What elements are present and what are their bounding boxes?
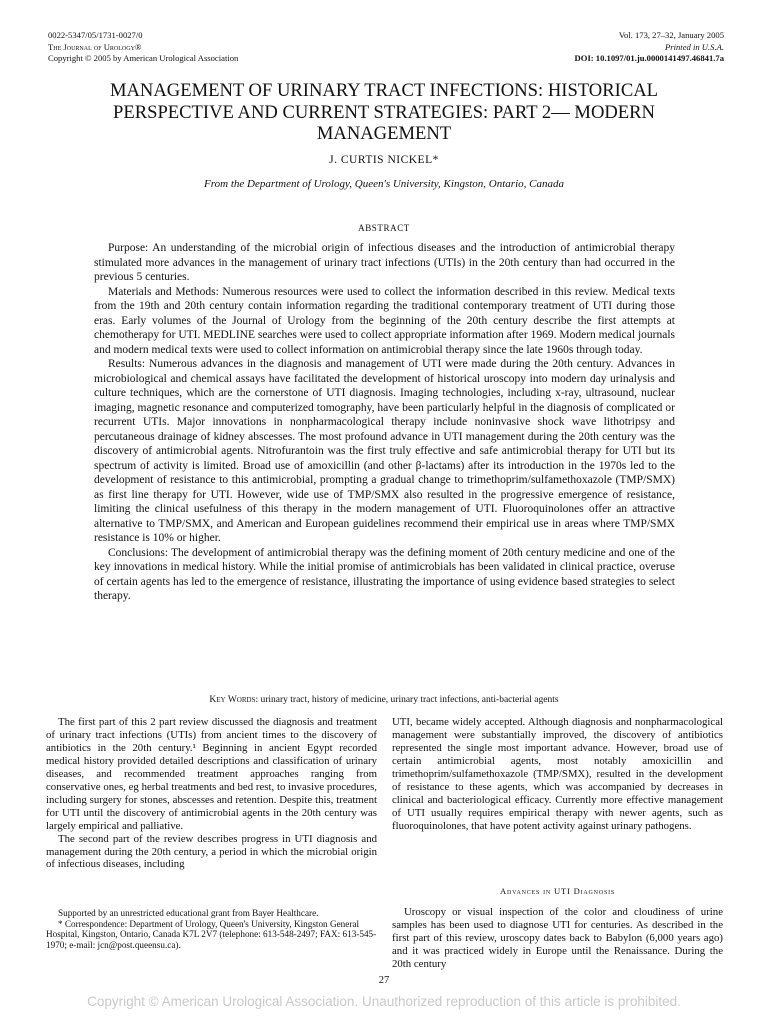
abstract-conclusions: Conclusions: The development of antimicrobial therapy was the defining moment of 20th century medicine and one of the key innovations in medical history. While the initial promise of antimicrobials has been validated in clinical practice, overuse of certain agents has led to the emergence of resistance, illustrating the importance of using evidence based strategies to select therapy. xyxy=(94,546,675,602)
body-paragraph: Uroscopy or visual inspection of the color and cloudiness of urine samples has been used to diagnose UTI for centuries. As described in the first part of this review, uroscopy dates back to Babylon (6,000 years ago) and it was practiced widely in Europe until the Renaissance. During the 20th century xyxy=(392,906,723,970)
page-number: 27 xyxy=(378,975,390,986)
keywords-label: Key Words: xyxy=(209,695,259,705)
abstract-purpose: Purpose: An understanding of the microbial origin of infectious diseases and the introduction of antimicrobial therapy stimulated more advances in the management of urinary tract infections (UTIs) in the 20th century than had occurred in the previous 5 centuries. xyxy=(94,242,675,283)
abstract-body xyxy=(94,241,675,604)
abstract-results: Results: Numerous advances in the diagnosis and management of UTI were made during the 20th century. Advances in microbiological and chemical assays have facilitated the development of historical uroscopy into modern day urinalysis and culture techniques, which are the cornerstone of UTI diagnosis. Imaging technologies, including x-ray, ultrasound, nuclear imaging, magnetic resonance and computerized tomography, have been particularly helpful in the diagnosis of complicated or recurrent UTIs. Major innovations in nonpharmacological therapy include noninvasive shock wave lithotripsy and percutaneous drainage of kidney abscesses. The most profound advance in UTI management during the 20th century was the discovery of antimicrobial agents. Nitrofurantoin was the first truly effective and safe antimicrobial therapy for UTI but its spectrum of activity is limited. Broad use of amoxicillin (and other β-lactams) after its introduction in the 1970s led to the development of resistance to this antimicrobial, prompting a gradual change to trimethoprim/sulfamethoxazole (TMP/SMX) as first line therapy for UTI. However, wide use of TMP/SMX also resulted in the progressive emergence of resistance, limiting the clinical usefulness of this therapy in the modern management of UTI. Fluoroquinolones offer an attractive alternative to TMP/SMX, and American and European guidelines recommend their empirical use in areas where TMP/SMX resistance is 10% or higher. xyxy=(94,358,675,544)
issn-line: 0022-5347/05/1731-0027/0 xyxy=(48,30,143,40)
correspondence-footnote: * Correspondence: Department of Urology, Queen's University, Kingston General Hospital, Kingston, Ontario, Canada K7L 2V7 (telephone: 613-548-2497; FAX: 613-545-1970; e-mail: jcn@post.queensu.ca). xyxy=(46,918,377,951)
journal-name: The Journal of Urology® xyxy=(48,41,142,52)
running-header xyxy=(48,30,724,66)
body-paragraph: The first part of this 2 part review discussed the diagnosis and treatment of urinary tract infections (UTIs) from ancient times to the discovery of antibiotics in the 20th century.¹ Beginning in ancient Egypt recorded medical history provided detailed descriptions and classification of urinary diseases, and recommended treatment approaches ranging from conservative ones, eg herbal treatments and bed rest, to invasive procedures, including surgery for stones, abscesses and retention. Despite this, treatment for UTI until the discovery of antimicrobial agents in the 20th century was largely empirical and palliative. xyxy=(46,716,377,832)
body-paragraph: UTI, became widely accepted. Although diagnosis and nonpharmacological management were substantially improved, the discovery of antibiotics represented the single most important advance. However, broad use of certain antimicrobial agents, most notably amoxicillin and trimethoprim/sulfamethoxazole (TMP/SMX), resulted in the development of resistance to these agents, which was accompanied by decreases in clinical and bacteriological efficacy. Currently more effective management of UTI usually requires empirical therapy with newer agents, such as fluoroquinolones, that have potent activity against urinary pathogens. xyxy=(392,716,723,832)
copyright-watermark: Copyright © American Urological Association. Unauthorized reproduction of this article is prohibited. xyxy=(87,994,681,1009)
printed-line: Printed in U.S.A. xyxy=(665,41,724,52)
copyright-line: Copyright © 2005 by American Urological Association xyxy=(48,53,239,63)
body-column-right xyxy=(392,716,723,833)
abstract-heading: ABSTRACT xyxy=(358,223,410,233)
affiliation: From the Department of Urology, Queen's University, Kingston, Ontario, Canada xyxy=(204,178,564,190)
funding-footnote: Supported by an unrestricted educational grant from Bayer Healthcare. xyxy=(58,908,319,918)
doi-line: DOI: 10.1097/01.ju.0000141497.46841.7a xyxy=(574,53,724,63)
keywords-text: urinary tract, history of medicine, urinary tract infections, anti-bacterial agents xyxy=(260,695,559,705)
section-heading: Advances in UTI Diagnosis xyxy=(499,886,616,896)
body-column-right-lower xyxy=(392,906,723,971)
author-name: J. CURTIS NICKEL* xyxy=(329,154,439,166)
article-title: MANAGEMENT OF URINARY TRACT INFECTIONS: HISTORICAL PERSPECTIVE AND CURRENT STRATEGIES: PART 2— MODERN MANAGEMENT xyxy=(109,80,659,144)
header-left xyxy=(48,30,238,65)
abstract-methods: Materials and Methods: Numerous resources were used to collect the information described in this review. Medical texts from the 19th and 20th century contain information regarding the traditional contemporary treatment of UTI during those eras. Early volumes of the Journal of Urology from the beginning of the 20th century describe the first attempts at chemotherapy for UTI. MEDLINE searches were used to collect appropriate information after 1969. Modern medical journals and modern medical texts were used to collect information on antimicrobial therapy since the late 1960s through today. xyxy=(94,285,675,356)
body-column-left xyxy=(46,716,377,871)
header-right xyxy=(575,30,724,65)
volume-line: Vol. 173, 27–32, January 2005 xyxy=(618,30,724,40)
keywords xyxy=(0,695,768,705)
body-paragraph: The second part of the review describes progress in UTI diagnosis and management during the 20th century, a period in which the microbial origin of infectious diseases, including xyxy=(46,832,377,871)
footnotes xyxy=(46,908,377,951)
